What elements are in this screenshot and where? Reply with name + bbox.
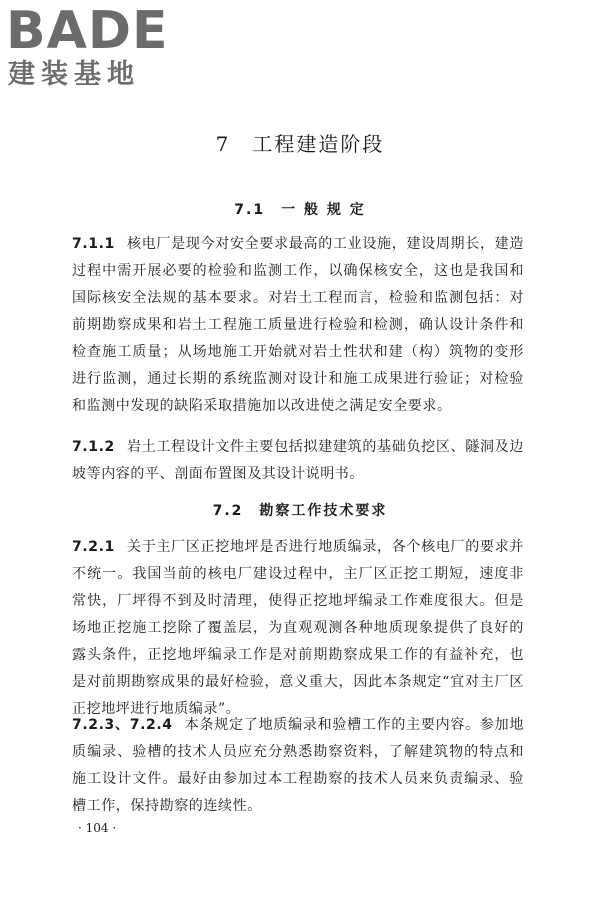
logo-subtitle: 建装基地: [8, 59, 140, 90]
logo-wordmark: BADE: [6, 1, 169, 61]
clause-number: 7.1.1: [72, 236, 115, 252]
page-number: · 104 ·: [78, 821, 117, 835]
section-title-7-2: 7.2 勘察工作技术要求: [212, 503, 388, 519]
clause-7-1-1: [72, 231, 524, 420]
clause-7-2-1: [72, 534, 524, 723]
clause-text: 关于主厂区正挖地坪是否进行地质编录，各个核电厂的要求并不统一。我国当前的核电厂建设过程中，主厂区正挖工期短，速度非常快，厂坪得不到及时清理，使得正挖地坪编录工作难度很大。但是场地正挖施工挖除了覆盖层，为直观观测各种地质现象提供了良好的露头条件，正挖地坪编录工作是对前期勘察成果工作的有益补充，也是对前期勘察成果的最好检验，意义重大，因此本条规定“宜对主厂区正挖地坪进行地质编录”。: [72, 539, 524, 717]
section-title-7-1: 7.1 一 般 规 定: [234, 202, 366, 218]
clause-text: 岩土工程设计文件主要包括拟建建筑的基础负挖区、隧洞及边坡等内容的平、剖面布置图及其设计说明书。: [72, 439, 524, 482]
clause-number: 7.2.3、7.2.4: [72, 717, 173, 733]
clause-text: 核电厂是现今对安全要求最高的工业设施，建设周期长，建造过程中需开展必要的检验和监测工作，以确保核安全，这也是我国和国际核安全法规的基本要求。对岩土工程而言，检验和监测包括：对前期勘察成果和岩土工程施工质量进行检验和检测，确认设计条件和检查施工质量；从场地施工开始就对岩土性状和建（构）筑物的变形进行监测，通过长期的系统监测对设计和施工成果进行验证；对检验和监测中发现的缺陷采取措施加以改进使之满足安全要求。: [72, 236, 524, 414]
clause-text: 本条规定了地质编录和验槽工作的主要内容。参加地质编录、验槽的技术人员应充分熟悉勘察资料，了解建筑物的特点和施工设计文件。最好由参加过本工程勘察的技术人员来负责编录、验槽工作，保持勘察的连续性。: [72, 717, 524, 814]
clause-7-2-3-7-2-4: [72, 712, 524, 820]
clause-7-1-2: [72, 434, 524, 488]
clause-number: 7.1.2: [72, 439, 115, 455]
chapter-title: 7 工程建造阶段: [215, 132, 385, 156]
clause-number: 7.2.1: [72, 539, 115, 555]
bade-logo: [6, 1, 176, 96]
